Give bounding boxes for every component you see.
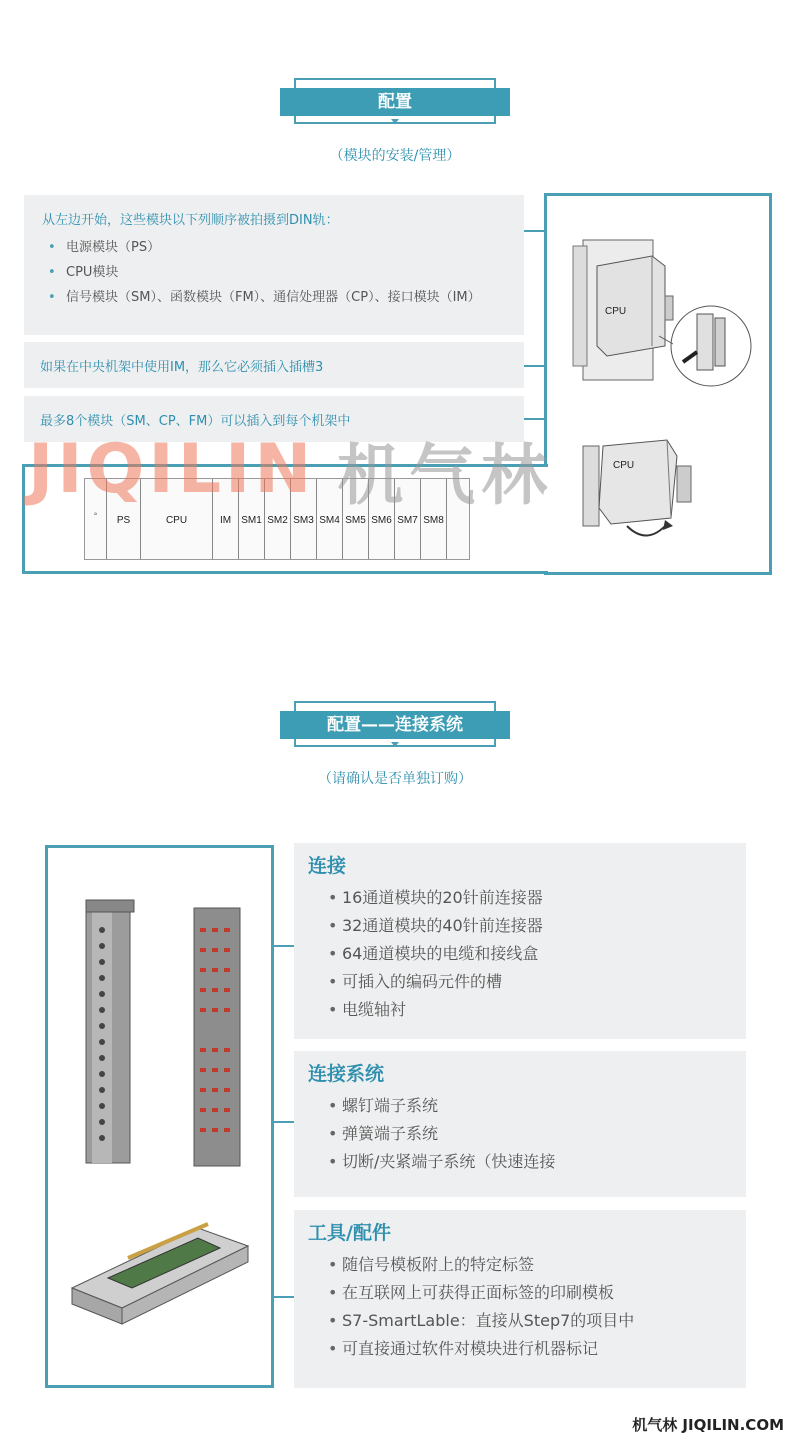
cpu-mounting-drawing: [547, 196, 769, 572]
rack-diagram: [84, 478, 470, 560]
rack-slot-ps: PS: [107, 479, 141, 559]
rack-slot-cpu: CPU: [141, 479, 213, 559]
module-order-list: [42, 238, 512, 307]
module-order-heading: 从左边开始，这些模块以下列顺序被拍摄到DIN轨：: [42, 213, 339, 228]
info-box-module-order: [24, 195, 524, 335]
connector-product-images: [45, 845, 274, 1388]
rack-slot-sm2: SM2: [265, 479, 291, 559]
rack-slot-sm3: SM3: [291, 479, 317, 559]
footer-brand: 机气林 JIQILIN.COM: [632, 1416, 784, 1433]
list-item: • 电缆轴衬: [308, 996, 746, 1024]
section2-subtitle: （请确认是否单独订购）: [318, 771, 472, 787]
rack-slot-sm6: SM6: [369, 479, 395, 559]
info-box-max-modules: [24, 396, 524, 442]
list-item: • 电源模块（PS）: [42, 238, 512, 257]
card-connection: [294, 843, 746, 1039]
rack-slot-sm4: SM4: [317, 479, 343, 559]
list-item: • 可插入的编码元件的槽: [308, 968, 746, 996]
card-list: [308, 884, 746, 1024]
watermark-cn: 机气林: [337, 436, 554, 514]
rack-slot-im: IM: [213, 479, 239, 559]
im-slot-text: 如果在中央机架中使用IM，那么它必须插入插槽3: [40, 360, 324, 375]
list-item: • 16通道模块的20针前连接器: [308, 884, 746, 912]
rack-end-right: [447, 479, 469, 559]
card-tools-accessories: [294, 1210, 746, 1388]
list-item: • 螺钉端子系统: [308, 1092, 746, 1120]
card-heading: 连接系统: [308, 1063, 385, 1085]
rack-end-left: ◦: [85, 479, 107, 559]
list-item: • 随信号模板附上的特定标签: [308, 1251, 746, 1279]
card-list: [308, 1092, 746, 1176]
section1-title: 配置: [280, 88, 510, 116]
rack-slot-sm8: SM8: [421, 479, 447, 559]
watermark-latin: JIQILIN: [28, 429, 316, 509]
list-item: • 32通道模块的40针前连接器: [308, 912, 746, 940]
card-connection-system: [294, 1051, 746, 1197]
info-box-im-slot: [24, 342, 524, 388]
section2-banner: [280, 701, 510, 747]
rack-slot-sm7: SM7: [395, 479, 421, 559]
rack-slot-sm5: SM5: [343, 479, 369, 559]
cpu-mounting-illustration: [544, 193, 772, 575]
list-item: • 信号模块（SM）、函数模块（FM）、通信处理器（CP）、接口模块（IM）: [42, 288, 512, 307]
section1-banner: [280, 78, 510, 124]
card-heading: 连接: [308, 855, 347, 877]
list-item: • 切断/夹紧端子系统（快速连接: [308, 1148, 746, 1176]
list-item: • 在互联网上可获得正面标签的印刷模板: [308, 1279, 746, 1307]
card-heading: 工具/配件: [308, 1222, 391, 1244]
max-modules-text: 最多8个模块（SM、CP、FM）可以插入到每个机架中: [40, 414, 351, 429]
cpu-label-top: CPU: [605, 306, 627, 317]
section2-title: 配置——连接系统: [280, 711, 510, 739]
rack-slot-sm1: SM1: [239, 479, 265, 559]
card-list: [308, 1251, 746, 1363]
list-item: • CPU模块: [42, 263, 512, 282]
list-item: • 可直接通过软件对模块进行机器标记: [308, 1335, 746, 1363]
list-item: • 弹簧端子系统: [308, 1120, 746, 1148]
cpu-label-bottom: CPU: [613, 460, 635, 471]
list-item: • S7-SmartLable：直接从Step7的项目中: [308, 1307, 746, 1335]
list-item: • 64通道模块的电缆和接线盒: [308, 940, 746, 968]
connector-drawings: [48, 848, 271, 1385]
section1-subtitle: （模块的安装/管理）: [329, 148, 461, 164]
